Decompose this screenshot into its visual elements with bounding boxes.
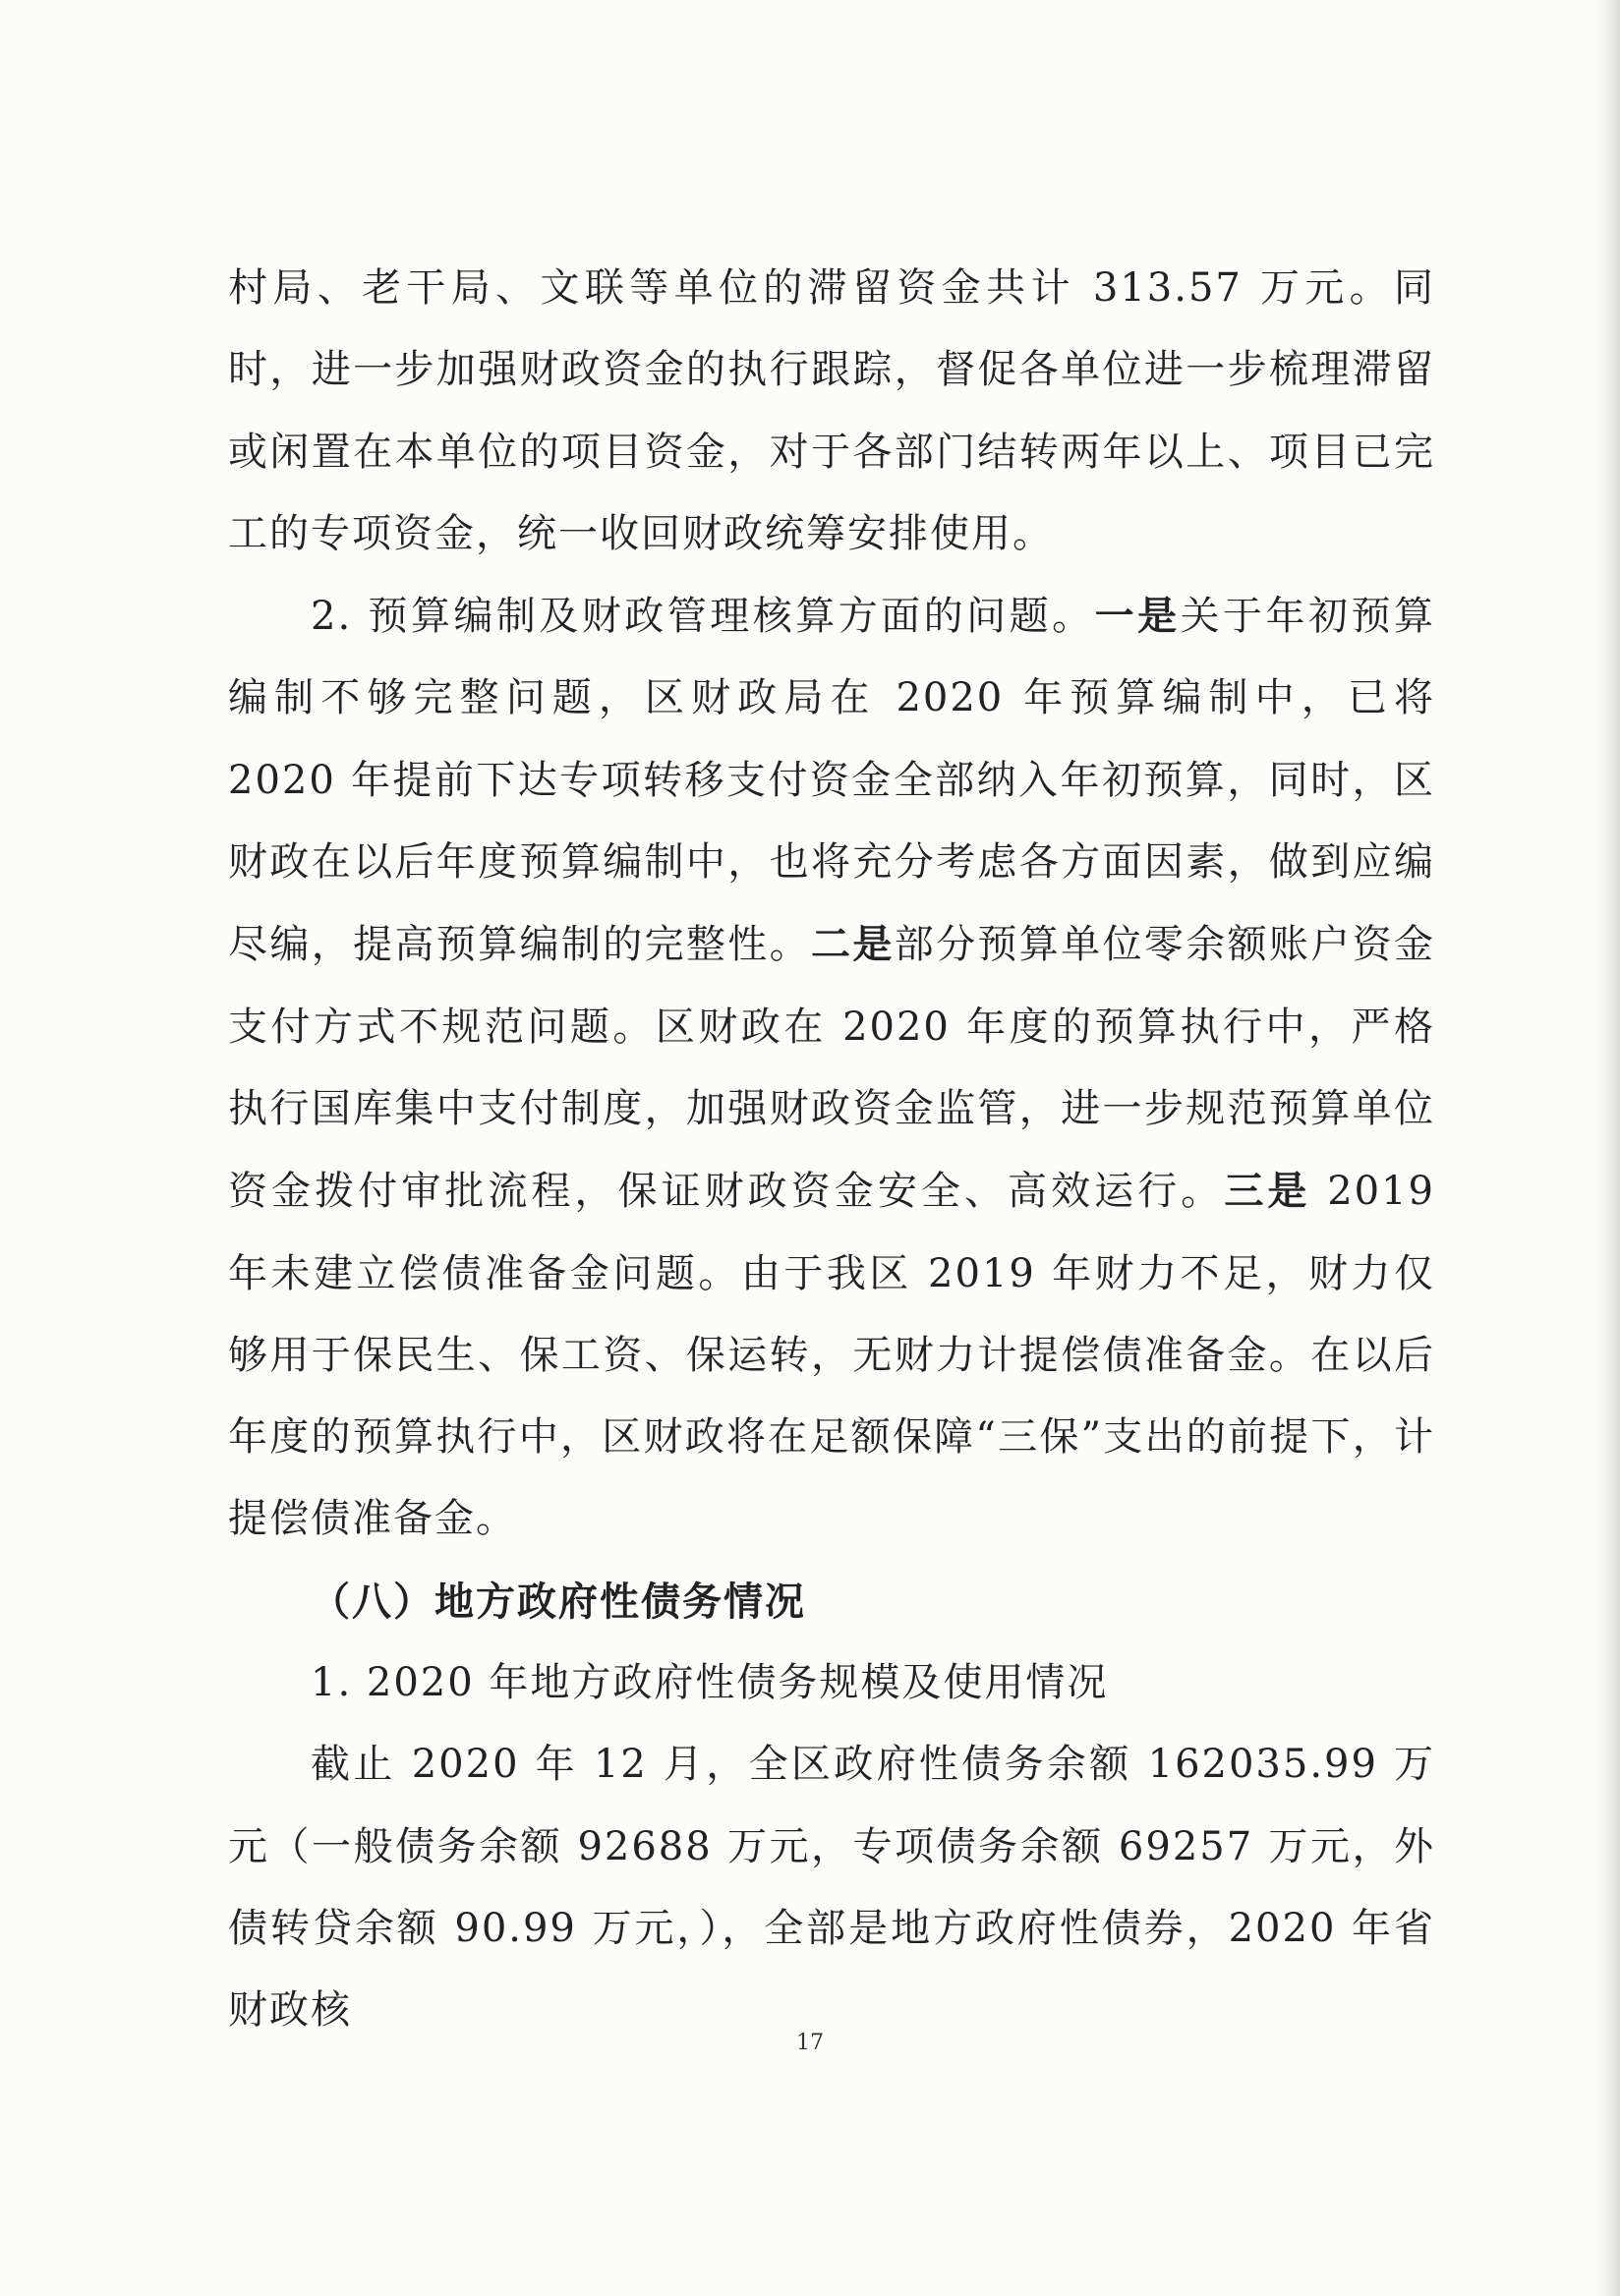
page-number: 17 bbox=[796, 2031, 824, 2055]
keyword-third: 三是 bbox=[1224, 1168, 1311, 1215]
paragraph-debt-balance: 截止 2020 年 12 月，全区政府性债务余额 162035.99 万元（一般债务余额 92688 万元，专项债务余额 69257 万元，外债转贷余额 90.99 万元，），全部是地方政府性债券，2020 年省财政核 bbox=[228, 1742, 1435, 2034]
scan-shadow-edge bbox=[1594, 0, 1620, 2296]
budget-issue-one: 关于年初预算编制不够完整问题，区财政局在 2020 年预算编制中，已将 2020 年提前下达专项转移支付资金全部纳入年初预算，同时，区财政在以后年度预算编制中，也将充分考虑各方面因素，做到应编尽编，提高预算编制的完整性。 bbox=[228, 594, 1435, 968]
keyword-first: 一是 bbox=[1094, 593, 1181, 640]
section-heading-debt: （八）地方政府性债务情况 bbox=[311, 1578, 806, 1625]
budget-issue-three: 2019 年未建立偿债准备金问题。由于我区 2019 年财力不足，财力仅够用于保民生、保工资、保运转，无财力计提偿债准备金。在以后年度的预算执行中，区财政将在足额保障“三保”支出的前提下，计提偿债准备金。 bbox=[228, 1169, 1436, 1542]
keyword-second: 二是 bbox=[811, 921, 895, 968]
paragraph-funds-recovery: 村局、老干局、文联等单位的滞留资金共计 313.57 万元。同时，进一步加强财政资金的执行跟踪，督促各单位进一步梳理滞留或闲置在本单位的项目资金，对于各部门结转两年以上、项目已完工的专项资金，统一收回财政统筹安排使用。 bbox=[228, 265, 1435, 556]
document-body bbox=[228, 248, 1435, 2052]
budget-issue-two: 部分预算单位零余额账户资金支付方式不规范问题。区财政在 2020 年度的预算执行中，严格执行国库集中支付制度，加强财政资金监管，进一步规范预算单位资金拨付审批流程，保证财政资金安全、高效运行。 bbox=[228, 922, 1436, 1215]
subsection-heading-debt-scale: 1. 2020 年地方政府性债务规模及使用情况 bbox=[311, 1660, 1109, 1706]
paragraph-budget-issues bbox=[228, 575, 1435, 1561]
budget-issues-intro: 2. 预算编制及财政管理核算方面的问题。 bbox=[311, 594, 1095, 640]
